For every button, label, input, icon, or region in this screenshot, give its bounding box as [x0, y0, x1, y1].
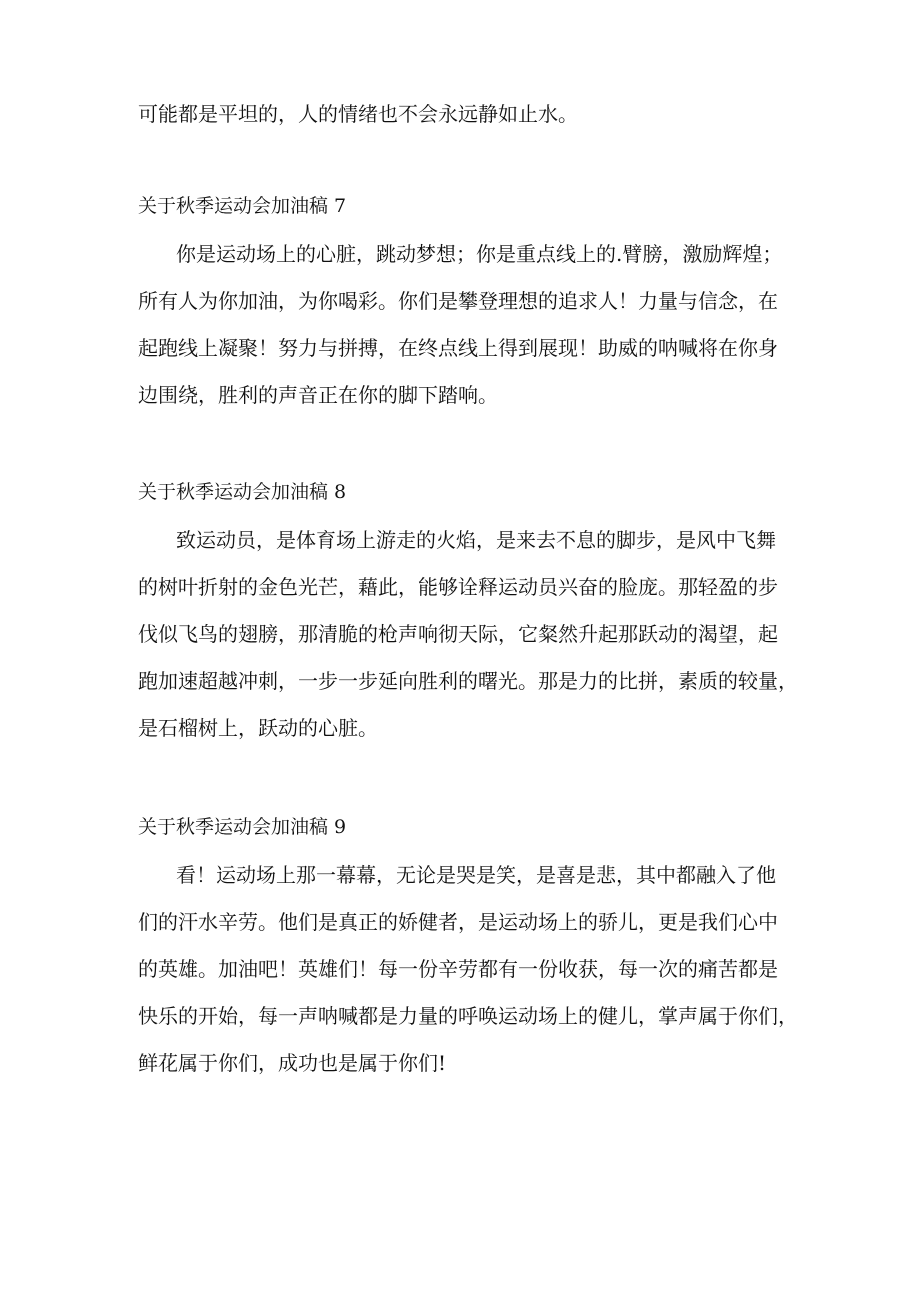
section-heading-9: 关于秋季运动会加油稿 9	[138, 816, 347, 838]
paragraph-line: 伐似飞鸟的翅膀，那清脆的枪声响彻天际，它粲然升起那跃动的渴望，起	[138, 622, 778, 646]
paragraph-line: 你是运动场上的心脏，跳动梦想；你是重点线上的.臂膀，激励辉煌；	[176, 242, 783, 266]
paragraph-line: 快乐的开始，每一声呐喊都是力量的呼唤运动场上的健儿，掌声属于你们，	[138, 1004, 798, 1028]
section-heading-7: 关于秋季运动会加油稿 7	[138, 195, 347, 217]
paragraph-line: 的英雄。加油吧！英雄们！每一份辛劳都有一份收获，每一次的痛苦都是	[138, 957, 778, 981]
paragraph-line: 是石榴树上，跃动的心脏。	[138, 716, 378, 740]
paragraph-line: 的树叶折射的金色光芒，藉此，能够诠释运动员兴奋的脸庞。那轻盈的步	[138, 575, 778, 599]
paragraph-line: 跑加速超越冲刺，一步一步延向胜利的曙光。那是力的比拼，素质的较量，	[138, 669, 798, 693]
paragraph-line: 所有人为你加油，为你喝彩。你们是攀登理想的追求人！力量与信念，在	[138, 289, 778, 313]
paragraph-line: 边围绕，胜利的声音正在你的脚下踏响。	[138, 383, 498, 407]
paragraph-line: 致运动员，是体育场上游走的火焰，是来去不息的脚步，是风中飞舞	[176, 528, 776, 552]
paragraph-line: 鲜花属于你们，成功也是属于你们!	[138, 1051, 447, 1075]
paragraph-line: 起跑线上凝聚！努力与拼搏，在终点线上得到展现！助威的呐喊将在你身	[138, 336, 778, 360]
paragraph-line: 可能都是平坦的，人的情绪也不会永远静如止水。	[138, 102, 578, 126]
paragraph-line: 们的汗水辛劳。他们是真正的娇健者，是运动场上的骄儿，更是我们心中	[138, 910, 778, 934]
paragraph-line: 看！运动场上那一幕幕，无论是哭是笑，是喜是悲，其中都融入了他	[176, 863, 776, 887]
section-heading-8: 关于秋季运动会加油稿 8	[138, 481, 347, 503]
